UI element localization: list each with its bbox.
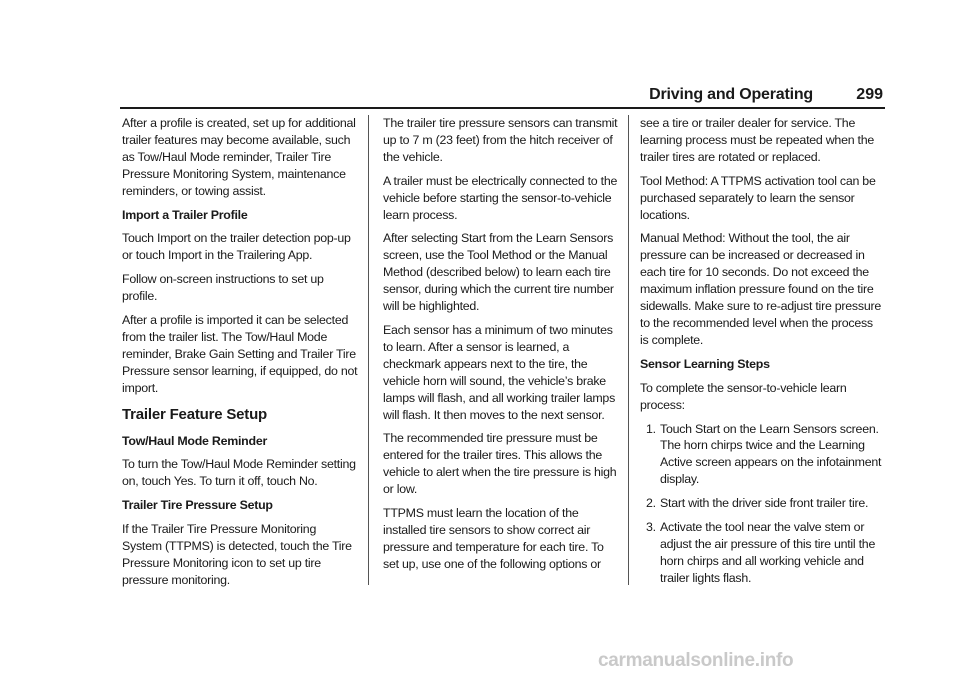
step-text: Start with the driver side front trailer tire. <box>660 496 869 511</box>
step-item <box>640 421 884 489</box>
header-rule <box>120 107 885 109</box>
subheading-import-profile: Import a Trailer Profile <box>122 207 248 222</box>
paragraph: To turn the Tow/Haul Mode Reminder setting on, touch Yes. To turn it off, touch No. <box>122 457 356 489</box>
header-title: Driving and Operating <box>649 86 813 103</box>
paragraph: see a tire or trailer dealer for service. The learning process must be repeated when the trailer tires are rotated or replaced. <box>640 116 875 164</box>
step-item <box>640 495 884 512</box>
paragraph: Follow on-screen instructions to set up profile. <box>122 272 324 304</box>
column-1 <box>122 115 358 596</box>
subheading-tire-pressure-setup: Trailer Tire Pressure Setup <box>122 498 273 513</box>
step-number: 3. <box>646 520 656 535</box>
step-number: 1. <box>646 421 656 436</box>
section-heading-trailer-feature-setup: Trailer Feature Setup <box>122 405 268 423</box>
paragraph: After a profile is created, set up for additional trailer features may become available, such as Tow/Haul Mode reminder, Trailer Tire Pressure Monitoring System, maintenance reminders, or towing assist. <box>122 116 356 198</box>
column-3 <box>640 115 884 594</box>
column-divider <box>368 115 369 585</box>
page-header <box>120 86 885 112</box>
page-number: 299 <box>856 86 883 103</box>
paragraph: TTPMS must learn the location of the installed tire sensors to show correct air pressure and temperature for each tire. To set up, use one of the following options or <box>383 506 604 571</box>
paragraph: A trailer must be electrically connected to the vehicle before starting the sensor-to-vehicle learn process. <box>383 173 618 222</box>
paragraph: The recommended tire pressure must be entered for the trailer tires. This allows the vehicle to alert when the tire pressure is high or low. <box>383 431 617 497</box>
subheading-sensor-learning-steps: Sensor Learning Steps <box>640 356 770 371</box>
column-divider <box>628 115 629 585</box>
paragraph: If the Trailer Tire Pressure Monitoring System (TTPMS) is detected, touch the Tire Pressure Monitoring icon to set up tire pressure monitoring. <box>122 522 352 587</box>
step-number: 2. <box>646 496 656 511</box>
paragraph: Manual Method: Without the tool, the air pressure can be increased or decreased in each tire for 10 seconds. Do not exceed the maximum inflation pressure found on the tire sidewalls. Make sure to re-adjust tire pressure to the recommended level when the process is complete. <box>640 231 881 347</box>
step-item <box>640 519 884 587</box>
paragraph: Tool Method: A TTPMS activation tool can be purchased separately to learn the sensor locations. <box>640 173 876 222</box>
step-text: Activate the tool near the valve stem or adjust the air pressure of this tire until the horn chirps and all working vehicle and trailer lights flash. <box>660 520 876 585</box>
subheading-towhaul-reminder: Tow/Haul Mode Reminder <box>122 433 268 448</box>
paragraph: Each sensor has a minimum of two minutes to learn. After a sensor is learned, a checkmark appears next to the tire, the vehicle horn will sound, the vehicle’s brake lamps will flash, and all working trailer lamps will flash. It then moves to the next sensor. <box>383 322 616 422</box>
step-text: Touch Start on the Learn Sensors screen. The horn chirps twice and the Learning Active screen appears on the infotainment display. <box>660 421 882 487</box>
paragraph: The trailer tire pressure sensors can transmit up to 7 m (23 feet) from the hitch receiver of the vehicle. <box>383 116 618 164</box>
paragraph: After selecting Start from the Learn Sensors screen, use the Tool Method or the Manual Method (described below) to learn each tire sensor, during which the current tire number will be highlighted. <box>383 231 614 314</box>
paragraph: To complete the sensor-to-vehicle learn process: <box>640 380 847 412</box>
watermark: carmanualsonline.info <box>598 650 794 671</box>
column-2 <box>383 115 619 580</box>
paragraph: Touch Import on the trailer detection pop-up or touch Import in the Trailering App. <box>122 231 351 263</box>
steps-list <box>640 421 884 587</box>
paragraph: After a profile is imported it can be selected from the trailer list. The Tow/Haul Mode reminder, Brake Gain Setting and Trailer Tire Pressure sensor learning, if equipped, do not import. <box>122 313 358 395</box>
